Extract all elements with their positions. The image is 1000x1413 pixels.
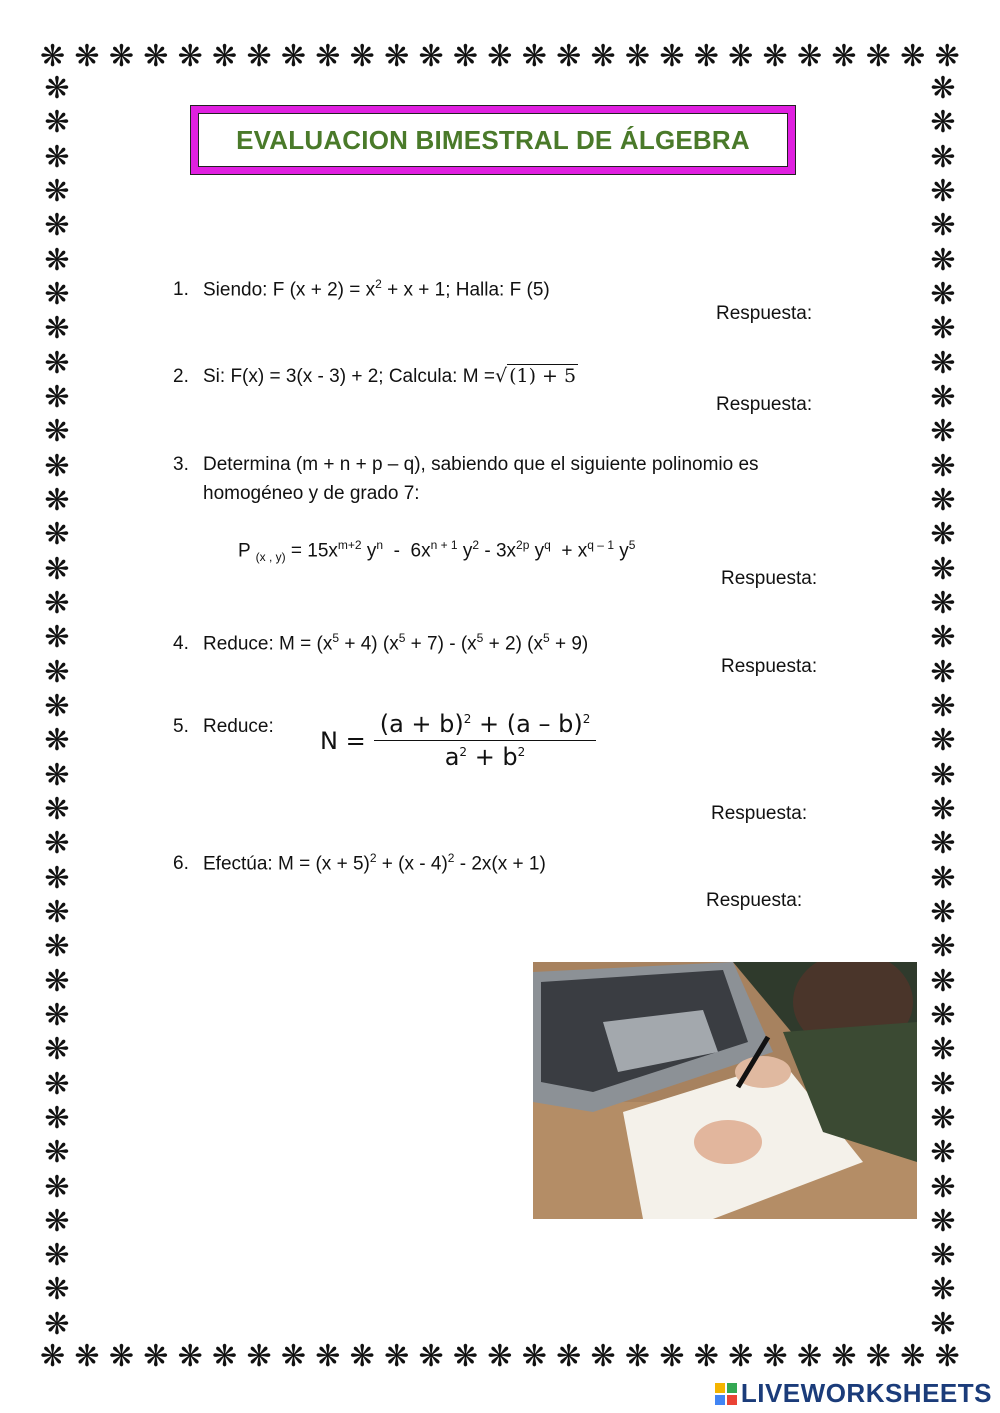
- border-flower-icon: ❋: [418, 1339, 444, 1374]
- border-flower-icon: ❋: [762, 39, 788, 74]
- border-flower-icon: ❋: [44, 173, 70, 209]
- title-frame: [190, 105, 796, 175]
- border-flower-icon: ❋: [384, 39, 410, 74]
- border-flower-icon: ❋: [44, 71, 70, 106]
- border-flower-icon: ❋: [728, 39, 754, 74]
- q6-text: Efectúa: $M = (x + 5)^2 + (x - 4)^2 - 2x(x + 1)$: [203, 851, 546, 875]
- border-flower-icon: ❋: [44, 379, 70, 415]
- border-flower-icon: ❋: [44, 894, 70, 930]
- border-flower-icon: ❋: [44, 929, 70, 965]
- border-flower-icon: ❋: [900, 1339, 926, 1374]
- border-flower-icon: ❋: [930, 345, 956, 381]
- border-flower-icon: ❋: [40, 39, 66, 74]
- border-flower-icon: ❋: [930, 929, 956, 965]
- border-flower-icon: ❋: [177, 39, 203, 74]
- border-flower-icon: ❋: [930, 963, 956, 999]
- border-flower-icon: ❋: [418, 39, 444, 74]
- border-flower-icon: ❋: [693, 1339, 719, 1374]
- border-flower-icon: ❋: [930, 860, 956, 896]
- border-flower-icon: ❋: [930, 791, 956, 827]
- border-flower-icon: ❋: [44, 963, 70, 999]
- border-flower-icon: ❋: [831, 1339, 857, 1374]
- border-flower-icon: ❋: [930, 826, 956, 862]
- border-flower-icon: ❋: [930, 1135, 956, 1171]
- question-3: 3. Determina (m + n + p – q), sabiendo que el siguiente polinomio es homogéneo y de grado 7:: [173, 450, 759, 508]
- border-flower-icon: ❋: [930, 551, 956, 587]
- border-flower-icon: ❋: [487, 1339, 513, 1374]
- q2-text: Si: F(x) = 3(x - 3) + 2; Calcula: M =: [203, 366, 495, 387]
- q1-text-b: + x + 1; Halla: F (5): [381, 279, 550, 301]
- polynomial-formula: P $_{(x , y)} = 15x^{m+2}$ $y^n - 6x^{n + 1}$ $y^2 - 3x^{2p}$ $y^q + x^{q - 1}$ $y^5$: [238, 538, 636, 565]
- border-flower-icon: ❋: [44, 1272, 70, 1308]
- answer-label-3: Respuesta:: [721, 568, 818, 589]
- border-flower-icon: ❋: [930, 276, 956, 312]
- border-flower-icon: ❋: [44, 1203, 70, 1239]
- border-flower-icon: ❋: [796, 1339, 823, 1374]
- fraction-lhs: N =: [320, 726, 366, 755]
- border-flower-icon: ❋: [831, 39, 857, 74]
- border-flower-icon: ❋: [44, 826, 70, 862]
- border-flower-icon: ❋: [108, 39, 134, 74]
- border-flower-icon: ❋: [930, 1203, 956, 1239]
- border-flower-icon: ❋: [44, 1066, 70, 1102]
- border-flower-icon: ❋: [930, 1238, 956, 1274]
- border-flower-icon: ❋: [177, 1339, 203, 1374]
- border-flower-icon: ❋: [108, 1339, 134, 1374]
- border-flower-icon: ❋: [212, 1339, 238, 1374]
- border-flower-icon: ❋: [246, 39, 272, 74]
- student-writing-photo: [533, 962, 917, 1219]
- page-title: EVALUACION BIMESTRAL DE ÁLGEBRA: [198, 113, 788, 167]
- q5-text: Reduce:: [203, 716, 274, 737]
- border-flower-icon: ❋: [44, 414, 70, 450]
- border-flower-icon: ❋: [315, 39, 341, 74]
- border-flower-icon: ❋: [315, 1339, 341, 1374]
- q1-exponent: 2: [375, 277, 382, 291]
- border-flower-icon: ❋: [74, 39, 100, 74]
- border-flower-icon: ❋: [44, 1100, 70, 1136]
- border-flower-icon: ❋: [44, 1032, 70, 1068]
- answer-label-2: Respuesta:: [716, 394, 813, 415]
- border-flower-icon: ❋: [521, 39, 547, 74]
- fraction-numerator: $(a + b)^2 + (a - b)^2$: [374, 710, 597, 741]
- q1-text-a: Siendo: F (x + 2) = x: [203, 279, 376, 301]
- border-flower-icon: ❋: [930, 173, 956, 209]
- border-flower-icon: ❋: [934, 39, 960, 74]
- fraction-denominator: $a^2 + b^2$: [444, 743, 526, 771]
- border-flower-icon: ❋: [930, 654, 956, 690]
- border-flower-icon: ❋: [212, 39, 238, 74]
- border-flower-icon: ❋: [659, 1339, 685, 1374]
- border-flower-icon: ❋: [44, 242, 70, 278]
- border-flower-icon: ❋: [452, 39, 479, 74]
- border-flower-icon: ❋: [930, 448, 956, 484]
- border-flower-icon: ❋: [44, 311, 70, 347]
- border-flower-icon: ❋: [930, 620, 956, 656]
- border-flower-icon: ❋: [900, 39, 926, 74]
- border-flower-icon: ❋: [487, 39, 513, 74]
- border-flower-icon: ❋: [624, 1339, 651, 1374]
- border-flower-icon: ❋: [44, 139, 70, 175]
- border-flower-icon: ❋: [934, 1339, 960, 1374]
- border-flower-icon: ❋: [452, 1339, 479, 1374]
- border-flower-icon: ❋: [44, 723, 70, 759]
- q4-text: Reduce: $M = (x^5 + 4) (x^5 + 7) - (x^5 + 2) (x^5 + 9)$: [203, 631, 589, 655]
- border-flower-icon: ❋: [930, 105, 956, 141]
- border-flower-icon: ❋: [590, 39, 616, 74]
- border-flower-icon: ❋: [930, 379, 956, 415]
- border-flower-icon: ❋: [930, 1272, 956, 1308]
- border-flower-icon: ❋: [930, 1169, 956, 1205]
- border-flower-icon: ❋: [930, 139, 956, 175]
- border-flower-icon: ❋: [44, 585, 70, 621]
- border-flower-icon: ❋: [930, 1032, 956, 1068]
- border-flower-icon: ❋: [865, 39, 891, 74]
- border-flower-icon: ❋: [930, 414, 956, 450]
- border-flower-icon: ❋: [44, 688, 70, 724]
- border-flower-icon: ❋: [930, 1100, 956, 1136]
- border-flower-icon: ❋: [930, 482, 956, 518]
- answer-label-6: Respuesta:: [706, 890, 803, 911]
- border-flower-icon: ❋: [930, 1306, 956, 1342]
- answer-label-4: Respuesta:: [721, 656, 818, 677]
- answer-label-5: Respuesta:: [711, 803, 808, 824]
- border-flower-icon: ❋: [40, 1339, 66, 1374]
- question-1: 1. Siendo: F $(x + 2) = x^2 + x + 1$; Halla: F (5): [173, 277, 550, 301]
- question-4: 4. Reduce: $M = (x^5 + 4) (x^5 + 7) - (x^5 + 2) (x^5 + 9)$: [173, 624, 588, 658]
- question-6: 6. Efectúa: $M = (x + 5)^2 + (x - 4)^2 - 2x(x + 1)$: [173, 844, 546, 878]
- border-flower-icon: ❋: [521, 1339, 547, 1374]
- border-flower-icon: ❋: [930, 71, 956, 106]
- liveworksheets-logo-icon: [715, 1383, 737, 1405]
- border-flower-icon: ❋: [624, 39, 651, 74]
- border-flower-icon: ❋: [865, 1339, 891, 1374]
- border-flower-icon: ❋: [44, 1169, 70, 1205]
- question-2: 2. Si: F(x) = 3(x - 3) + 2; Calcula: M =√ (1) + 5: [173, 362, 578, 391]
- border-flower-icon: ❋: [44, 757, 70, 793]
- border-flower-icon: ❋: [693, 39, 719, 74]
- border-flower-icon: ❋: [143, 39, 169, 74]
- border-left: [40, 71, 74, 1342]
- border-flower-icon: ❋: [44, 791, 70, 827]
- photo-illustration: [533, 962, 917, 1219]
- border-flower-icon: ❋: [930, 208, 956, 244]
- border-flower-icon: ❋: [762, 1339, 788, 1374]
- border-flower-icon: ❋: [930, 997, 956, 1033]
- border-bottom: [40, 1340, 960, 1374]
- border-flower-icon: ❋: [44, 1135, 70, 1171]
- border-flower-icon: ❋: [384, 1339, 410, 1374]
- border-flower-icon: ❋: [44, 517, 70, 553]
- border-flower-icon: ❋: [44, 997, 70, 1033]
- border-flower-icon: ❋: [44, 1306, 70, 1342]
- border-flower-icon: ❋: [556, 1339, 582, 1374]
- q3-line2: homogéneo y de grado 7:: [203, 483, 420, 504]
- border-flower-icon: ❋: [44, 345, 70, 381]
- border-flower-icon: ❋: [590, 1339, 616, 1374]
- border-flower-icon: ❋: [796, 39, 823, 74]
- fraction-formula: [320, 710, 596, 771]
- border-flower-icon: ❋: [930, 723, 956, 759]
- border-flower-icon: ❋: [930, 585, 956, 621]
- border-flower-icon: ❋: [143, 1339, 169, 1374]
- border-flower-icon: ❋: [44, 551, 70, 587]
- q2-sqrt: √ (1) + 5: [494, 365, 577, 387]
- border-flower-icon: ❋: [930, 517, 956, 553]
- border-flower-icon: ❋: [74, 1339, 100, 1374]
- border-flower-icon: ❋: [659, 39, 685, 74]
- border-flower-icon: ❋: [728, 1339, 754, 1374]
- liveworksheets-footer: [715, 1378, 992, 1409]
- border-flower-icon: ❋: [930, 894, 956, 930]
- q3-line1: Determina (m + n + p – q), sabiendo que el siguiente polinomio es: [203, 454, 759, 475]
- border-flower-icon: ❋: [44, 654, 70, 690]
- question-5: 5. Reduce:: [173, 712, 274, 741]
- border-flower-icon: ❋: [930, 688, 956, 724]
- border-flower-icon: ❋: [930, 1066, 956, 1102]
- border-flower-icon: ❋: [280, 1339, 306, 1374]
- border-flower-icon: ❋: [930, 242, 956, 278]
- border-flower-icon: ❋: [280, 39, 306, 74]
- border-flower-icon: ❋: [930, 757, 956, 793]
- border-flower-icon: ❋: [349, 1339, 375, 1374]
- border-right: [926, 71, 960, 1342]
- border-flower-icon: ❋: [930, 311, 956, 347]
- border-flower-icon: ❋: [556, 39, 582, 74]
- border-flower-icon: ❋: [44, 208, 70, 244]
- border-flower-icon: ❋: [44, 448, 70, 484]
- border-flower-icon: ❋: [246, 1339, 272, 1374]
- border-flower-icon: ❋: [349, 39, 375, 74]
- border-flower-icon: ❋: [44, 482, 70, 518]
- border-flower-icon: ❋: [44, 105, 70, 141]
- border-flower-icon: ❋: [44, 1238, 70, 1274]
- answer-label-1: Respuesta:: [716, 303, 813, 324]
- border-flower-icon: ❋: [44, 620, 70, 656]
- border-top: [40, 40, 960, 74]
- border-flower-icon: ❋: [44, 860, 70, 896]
- border-flower-icon: ❋: [44, 276, 70, 312]
- brand-name: LIVEWORKSHEETS: [740, 1378, 992, 1408]
